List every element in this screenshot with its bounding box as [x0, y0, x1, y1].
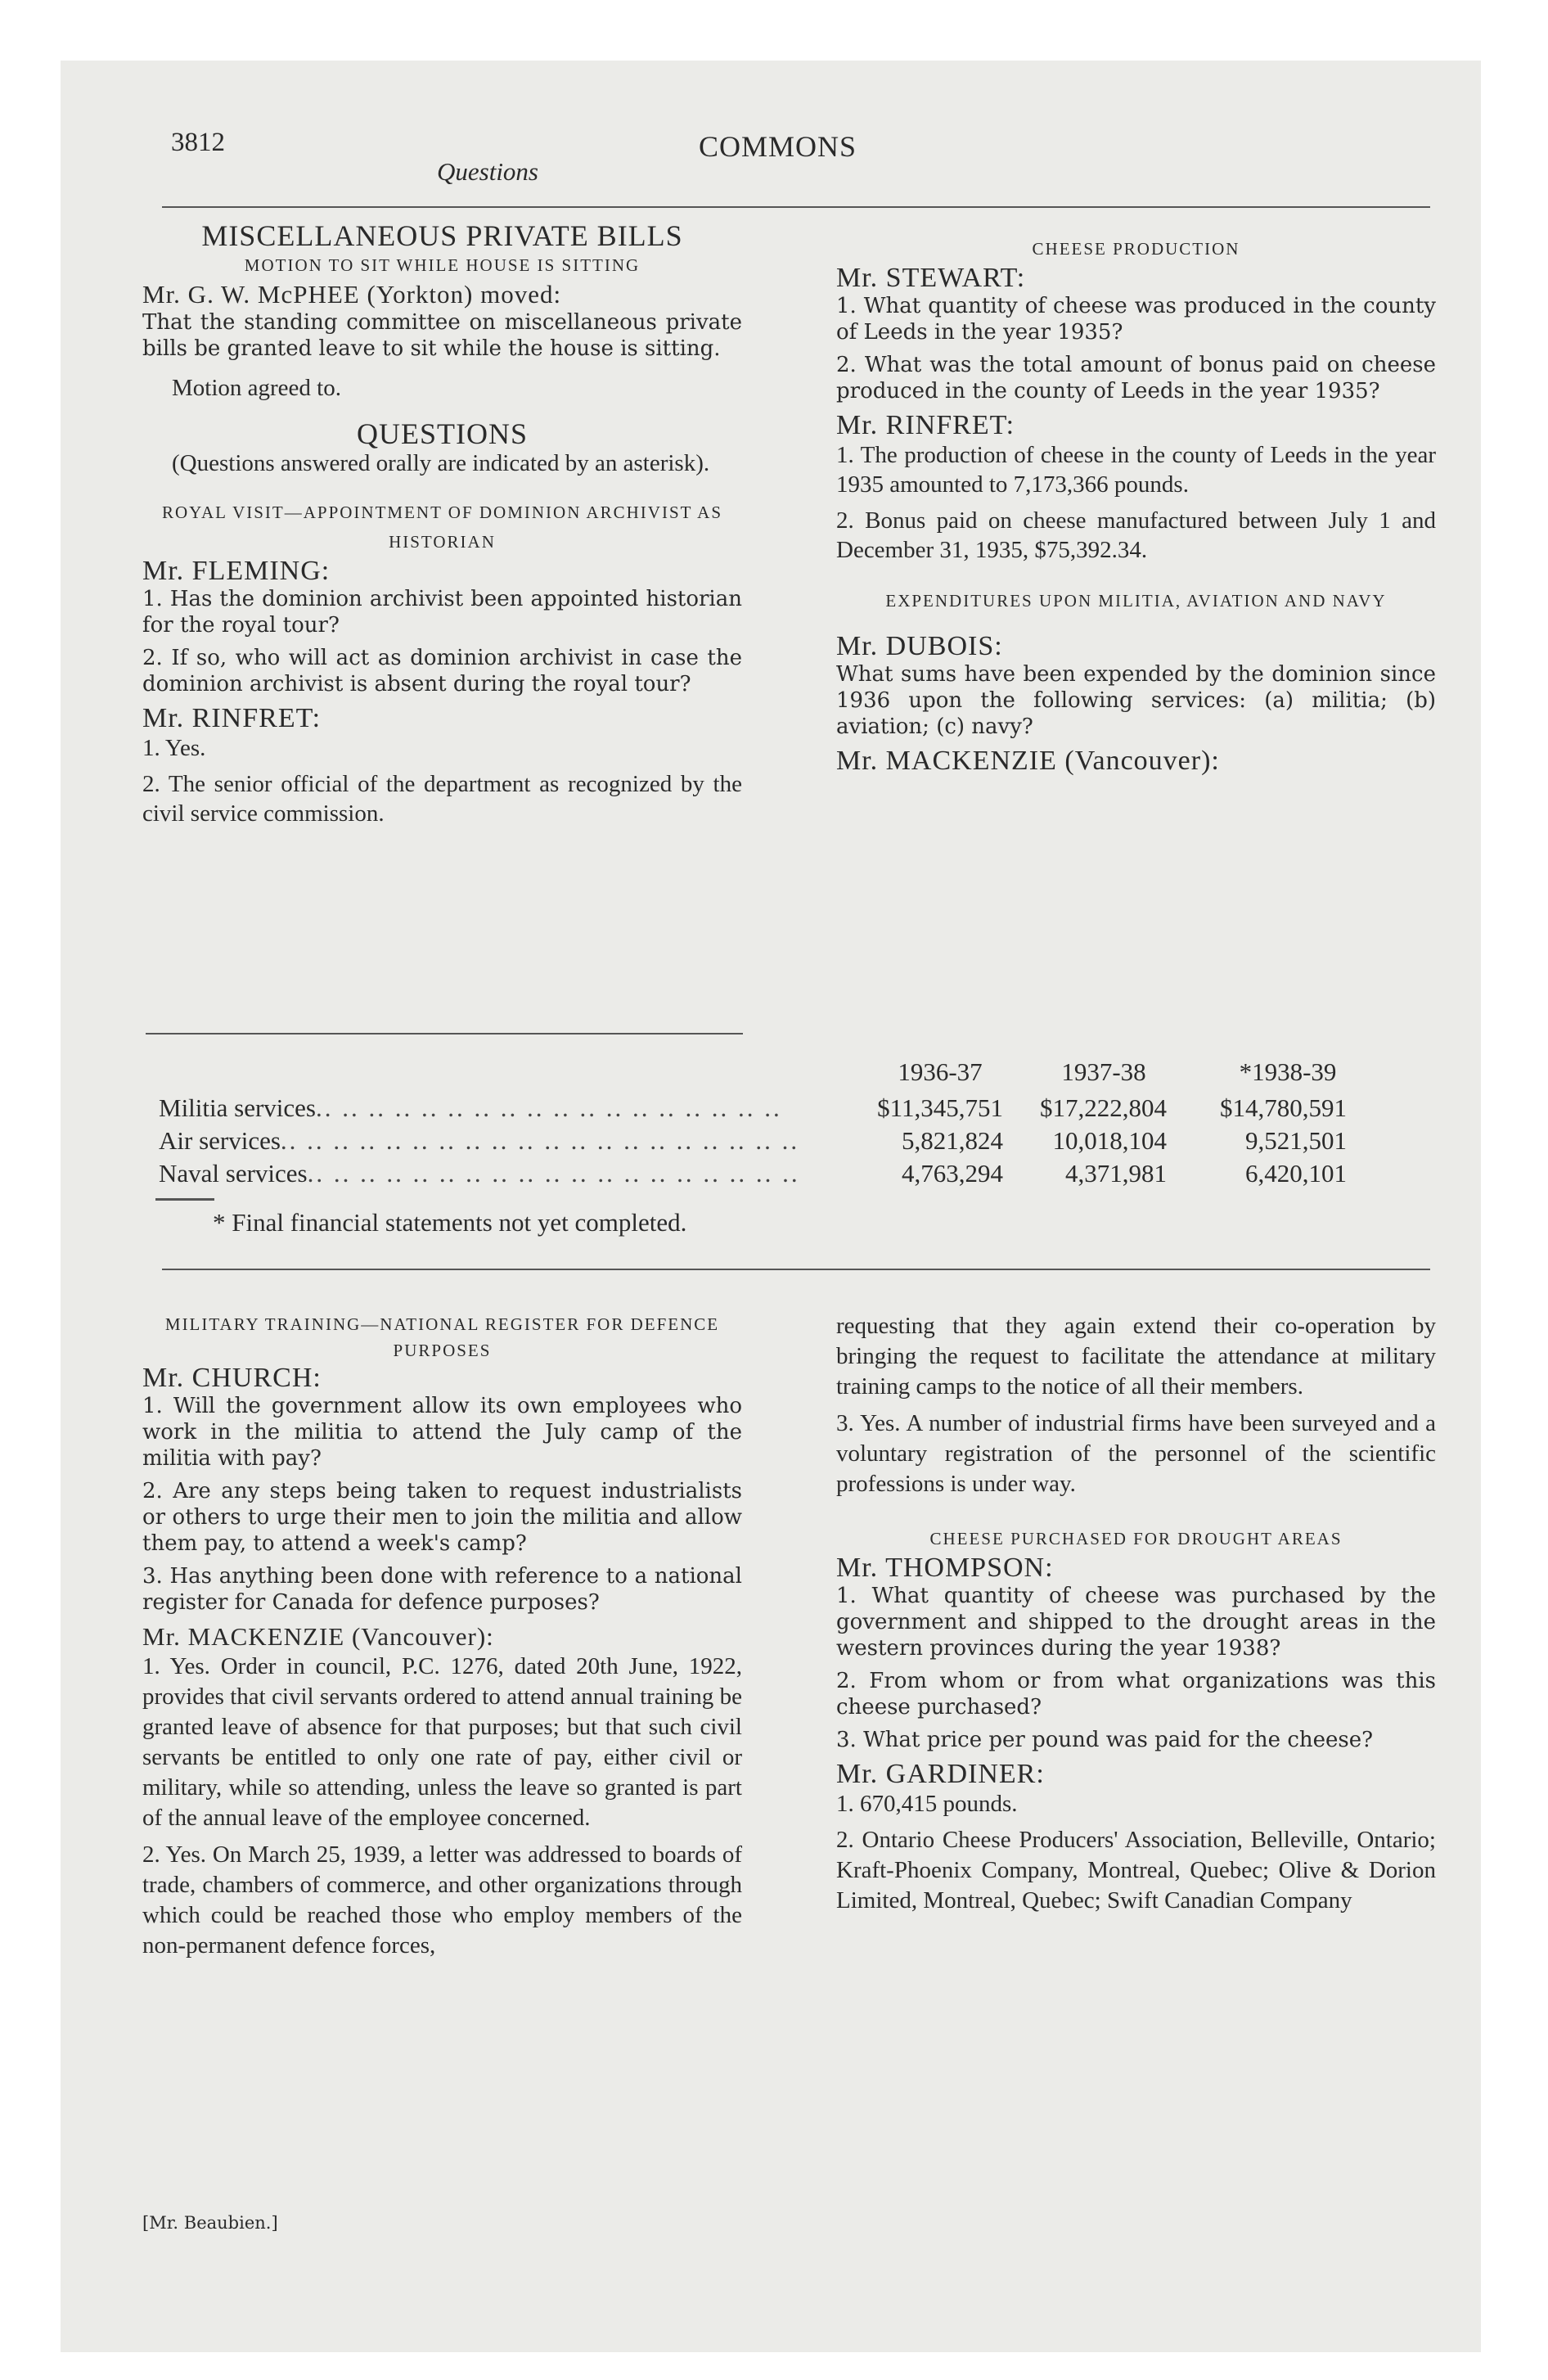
- table-cell: $17,222,804: [1040, 1093, 1167, 1122]
- speaker-rinfret-1: Mr. RINFRET:: [142, 703, 322, 733]
- section-heading-questions: QUESTIONS: [356, 417, 528, 450]
- page-subtitle: Questions: [437, 157, 538, 186]
- column-header-1: 1936-37: [898, 1057, 983, 1086]
- question-drought-2: 2. From whom or from what organizations was this cheese purchased?: [836, 1669, 1436, 1720]
- question-cheese-1: 1. What quantity of cheese was produced in the county of Leeds in the year 1935?: [836, 294, 1436, 345]
- speaker-dubois: Mr. DUBOIS:: [836, 631, 1003, 661]
- left-column-lower: [142, 1311, 742, 1961]
- speaker-rinfret-2: Mr. RINFRET:: [836, 410, 1015, 440]
- speaker-fleming: Mr. FLEMING:: [142, 556, 331, 586]
- answer-royal-2: 2. The senior official of the department as recognized by the civil service commission.: [142, 771, 742, 827]
- table-cell: 5,821,824: [902, 1126, 1003, 1155]
- subheading-cheese-production: CHEESE PRODUCTION: [1032, 239, 1240, 259]
- answer-military-1: 1. Yes. Order in council, P.C. 1276, dated 20th June, 1922, provides that civil servants ordered to attend annual training be granted leave of absence for that purposes; but that such civil servants be entitled to only one rate of pay, either civil or military, while so attending, unless the leave so granted is part of the annual leave of the employee concerned.: [142, 1653, 742, 1831]
- table-cell: $14,780,591: [1220, 1093, 1347, 1122]
- question-royal-2: 2. If so, who will act as dominion archivist in case the dominion archivist is absent during the royal tour?: [142, 646, 742, 696]
- question-military-1: 1. Will the government allow its own employees who work in the militia to attend the July camp of the militia with pay?: [142, 1394, 742, 1471]
- column-header-3: *1938-39: [1239, 1057, 1337, 1086]
- question-expenditures: What sums have been expended by the dominion since 1936 upon the following services: (a) militia; (b) aviation; (c) navy?: [836, 662, 1436, 739]
- continuation-text: requesting that they again extend their co-operation by bringing the request to facilitate the attendance at military training camps to the notice of all their members.: [836, 1313, 1436, 1400]
- speaker-mackenzie-2: Mr. MACKENZIE (Vancouver):: [142, 1622, 494, 1651]
- subheading-expenditures: EXPENDITURES UPON MILITIA, AVIATION AND NAVY: [885, 591, 1387, 611]
- table-cell: 4,763,294: [902, 1159, 1003, 1188]
- table-row: [159, 1159, 1451, 1192]
- footnote-rule: [155, 1198, 214, 1201]
- answer-military-3: 3. Yes. A number of industrial firms have been surveyed and a voluntary registration of the personnel of the scientific professions is under way.: [836, 1410, 1436, 1497]
- speaker-stewart: Mr. STEWART:: [836, 263, 1026, 293]
- hansard-page: [61, 61, 1481, 2352]
- table-bottom-rule: [162, 1269, 1430, 1270]
- table-cell: 10,018,104: [1052, 1126, 1167, 1155]
- motion-agreed: Motion agreed to.: [172, 375, 341, 401]
- subheading-cheese-drought: CHEESE PURCHASED FOR DROUGHT AREAS: [929, 1529, 1343, 1548]
- question-drought-3: 3. What price per pound was paid for the cheese?: [836, 1728, 1374, 1752]
- speaker-thompson: Mr. THOMPSON:: [836, 1553, 1054, 1583]
- table-cell: 6,420,101: [1245, 1159, 1347, 1188]
- questions-note: (Questions answered orally are indicated by an asterisk).: [172, 450, 710, 476]
- answer-drought-2: 2. Ontario Cheese Producers' Association, Belleville, Ontario; Kraft-Phoenix Company, Montreal, Quebec; Olive & Dorion Limited, Montreal, Quebec; Swift Canadian Company: [836, 1827, 1436, 1913]
- question-drought-1: 1. What quantity of cheese was purchased by the government and shipped to the drought areas in the western provinces during the year 1938?: [836, 1584, 1436, 1661]
- right-column-lower: [836, 1311, 1436, 1916]
- motion-mover: Mr. G. W. McPHEE (Yorkton) moved:: [142, 280, 562, 309]
- table-cell: $11,345,751: [877, 1093, 1003, 1122]
- section-heading-misc-bills: MISCELLANEOUS PRIVATE BILLS: [201, 219, 683, 252]
- answer-drought-1: 1. 670,415 pounds.: [836, 1791, 1018, 1817]
- question-military-2: 2. Are any steps being taken to request industrialists or others to urge their men to join the militia and allow them pay, to attend a week's camp?: [142, 1479, 742, 1556]
- table-cell: 4,371,981: [1065, 1159, 1167, 1188]
- row-label: Air services.. .. .. .. .. .. .. .. .. .. .. .. .. .. .. .. .. .. .. ..: [159, 1126, 800, 1155]
- answer-military-2: 2. Yes. On March 25, 1939, a letter was addressed to boards of trade, chambers of commerce, and other organizations through which could be reached those who employ members of the non-permanent defence forces,: [142, 1841, 742, 1959]
- answer-cheese-1: 1. The production of cheese in the county of Leeds in the year 1935 amounted to 7,173,366 pounds.: [836, 442, 1436, 498]
- page-title: COMMONS: [699, 130, 857, 163]
- page-footer: [Mr. Beaubien.]: [142, 2213, 278, 2233]
- subheading-motion: MOTION TO SIT WHILE HOUSE IS SITTING: [244, 255, 641, 275]
- table-row: [159, 1126, 1451, 1159]
- subheading-royal-visit: ROYAL VISIT—APPOINTMENT OF DOMINION ARCHIVIST AS HISTORIAN: [161, 503, 723, 552]
- speaker-gardiner: Mr. GARDINER:: [836, 1759, 1045, 1789]
- table-row: [159, 1093, 1451, 1126]
- header-rule: [162, 206, 1430, 208]
- table-footnote: * Final financial statements not yet completed.: [213, 1208, 687, 1237]
- question-cheese-2: 2. What was the total amount of bonus paid on cheese produced in the county of Leeds in the year 1935?: [836, 353, 1436, 403]
- motion-text: That the standing committee on miscellaneous private bills be granted leave to sit while the house is sitting.: [142, 310, 742, 361]
- column-header-2: 1937-38: [1061, 1057, 1146, 1086]
- question-royal-1: 1. Has the dominion archivist been appointed historian for the royal tour?: [142, 587, 742, 638]
- speaker-church: Mr. CHURCH:: [142, 1363, 322, 1393]
- answer-cheese-2: 2. Bonus paid on cheese manufactured between July 1 and December 31, 1935, $75,392.34.: [836, 507, 1436, 563]
- speaker-mackenzie-1: Mr. MACKENZIE (Vancouver):: [836, 746, 1220, 776]
- table-top-rule: [146, 1033, 743, 1034]
- page-number: 3812: [171, 128, 225, 157]
- row-label: Militia services.. .. .. .. .. .. .. .. .. .. .. .. .. .. .. .. .. ..: [159, 1093, 782, 1122]
- answer-royal-1: 1. Yes.: [142, 735, 206, 761]
- right-column-upper: [836, 234, 1436, 776]
- subheading-military-training: MILITARY TRAINING—NATIONAL REGISTER FOR DEFENCE PURPOSES: [164, 1314, 720, 1360]
- question-military-3: 3. Has anything been done with reference to a national register for Canada for defence purposes?: [142, 1564, 742, 1615]
- left-column-upper: [142, 221, 742, 828]
- table-cell: 9,521,501: [1245, 1126, 1347, 1155]
- row-label: Naval services.. .. .. .. .. .. .. .. .. .. .. .. .. .. .. .. .. .. ..: [159, 1159, 800, 1188]
